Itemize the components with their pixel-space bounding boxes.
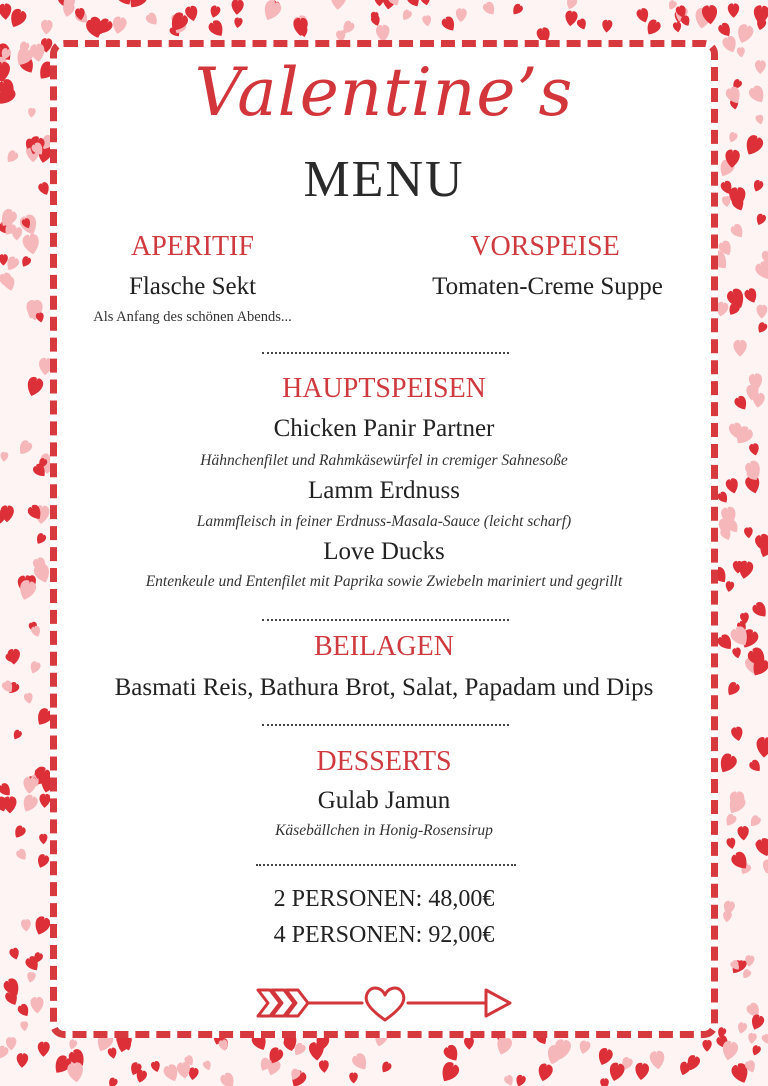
heart-confetti-icon [20, 255, 33, 269]
heart-confetti-icon [747, 1032, 757, 1044]
heart-confetti-icon [754, 837, 768, 859]
heart-confetti-icon [207, 18, 227, 39]
heart-confetti-icon [437, 1060, 461, 1086]
heart-confetti-icon [22, 233, 42, 256]
heart-confetti-icon [440, 15, 458, 34]
heart-confetti-icon [35, 853, 50, 870]
main-dish-name: Chicken Panir Partner [273, 415, 495, 442]
heart-confetti-icon [202, 1060, 213, 1072]
main-dish-name: Lamm Erdnuss [307, 477, 461, 504]
heart-confetti-icon [564, 10, 578, 27]
heart-confetti-icon [600, 1078, 609, 1086]
heart-confetti-icon [761, 1033, 768, 1045]
heart-confetti-icon [23, 692, 34, 705]
heart-confetti-icon [576, 18, 588, 32]
heart-confetti-icon [726, 837, 737, 850]
heart-confetti-icon [422, 15, 432, 27]
vorspeise-dish: Tomaten-Creme Suppe [432, 273, 663, 300]
heart-confetti-icon [442, 1043, 462, 1064]
heart-confetti-icon [730, 726, 744, 742]
price-two-persons: 2 PERSONEN: 48,00€ [273, 886, 495, 912]
price-four-persons: 4 PERSONEN: 92,00€ [273, 922, 495, 948]
vorspeise-heading: VORSPEISE [470, 231, 620, 262]
heart-confetti-icon [16, 1002, 31, 1018]
heart-confetti-icon [749, 1013, 766, 1032]
main-dish-description: Hähnchenfilet und Rahmkäsewürfel in cremiger Sahnesoße [200, 452, 568, 469]
heart-confetti-icon [150, 1060, 161, 1073]
heart-confetti-icon [564, 0, 578, 11]
heart-confetti-icon [672, 21, 682, 33]
heart-confetti-icon [743, 287, 760, 305]
heart-confetti-icon [400, 8, 413, 22]
cupid-arrow-heart-icon [250, 980, 520, 1026]
heart-confetti-icon [736, 1021, 748, 1034]
heart-confetti-icon [494, 1035, 513, 1057]
heart-confetti-icon [11, 729, 23, 742]
heart-confetti-icon [330, 0, 347, 10]
aperitif-heading: APERITIF [131, 231, 254, 262]
heart-confetti-icon [750, 600, 768, 620]
heart-confetti-icon [510, 2, 524, 17]
section-divider [262, 619, 509, 621]
heart-confetti-icon [30, 997, 44, 1014]
heart-confetti-icon [144, 11, 160, 28]
heart-confetti-icon [231, 0, 244, 15]
heart-confetti-icon [0, 254, 8, 265]
heart-confetti-icon [729, 222, 746, 240]
heart-confetti-icon [724, 581, 734, 593]
heart-confetti-icon [503, 1074, 515, 1086]
heart-confetti-icon [750, 1044, 761, 1057]
heart-confetti-icon [319, 1060, 330, 1073]
heart-confetti-icon [464, 1037, 475, 1050]
heart-confetti-icon [107, 1077, 119, 1086]
heart-confetti-icon [419, 0, 432, 6]
heart-confetti-icon [260, 0, 283, 23]
hauptspeisen-heading: HAUPTSPEISEN [282, 373, 486, 404]
beilagen-text: Basmati Reis, Bathura Brot, Salat, Papadam und Dips [114, 674, 654, 701]
heart-confetti-icon [536, 1062, 554, 1083]
heart-confetti-icon [405, 0, 422, 9]
heart-confetti-icon [724, 680, 741, 698]
heart-confetti-icon [754, 213, 767, 227]
heart-confetti-icon [735, 23, 755, 46]
heart-confetti-icon [374, 0, 384, 6]
heart-confetti-icon [26, 971, 36, 983]
heart-confetti-icon [756, 321, 768, 335]
heart-confetti-icon [737, 826, 749, 841]
heart-confetti-icon [702, 1040, 711, 1052]
heart-confetti-icon [481, 0, 497, 17]
heart-confetti-icon [37, 1041, 49, 1057]
heart-confetti-icon [349, 1072, 358, 1083]
heart-confetti-icon [514, 1074, 527, 1086]
menu-title: Valentine’s [194, 54, 574, 131]
dessert-description: Käsebällchen in Honig-Rosensirup [275, 822, 493, 839]
section-divider [256, 864, 516, 866]
heart-confetti-icon [601, 19, 612, 33]
section-divider [262, 724, 509, 726]
beilagen-heading: BEILAGEN [314, 631, 454, 662]
aperitif-dish: Flasche Sekt [128, 273, 257, 300]
heart-confetti-icon [748, 442, 760, 456]
heart-confetti-icon [728, 3, 740, 18]
heart-confetti-icon [753, 260, 768, 283]
heart-confetti-icon [0, 452, 9, 463]
heart-confetti-icon [649, 1050, 666, 1070]
heart-confetti-icon [219, 1071, 238, 1086]
heart-confetti-icon [111, 16, 128, 36]
heart-confetti-icon [12, 824, 27, 840]
heart-confetti-icon [208, 5, 221, 20]
heart-confetti-icon [67, 1039, 78, 1051]
section-divider [262, 352, 509, 354]
heart-confetti-icon [15, 847, 29, 862]
aperitif-note: Als Anfang des schönen Abends... [93, 309, 292, 325]
heart-confetti-icon [39, 834, 48, 845]
heart-confetti-icon [0, 3, 12, 20]
heart-confetti-icon [578, 1039, 592, 1055]
heart-confetti-icon [40, 20, 53, 35]
heart-confetti-icon [733, 340, 746, 357]
heart-confetti-icon [761, 859, 768, 875]
heart-confetti-icon [379, 1060, 393, 1074]
heart-confetti-icon [20, 1021, 28, 1031]
heart-confetti-icon [634, 1062, 650, 1081]
heart-confetti-icon [595, 1046, 614, 1067]
heart-confetti-icon [748, 814, 763, 829]
dessert-dish: Gulab Jamun [317, 787, 451, 814]
main-dish-description: Lammfleisch in feiner Erdnuss-Masala-Sauce (leicht scharf) [196, 513, 572, 530]
main-dish-description: Entenkeule und Entenfilet mit Paprika sowie Zwiebeln mariniert und gegrillt [145, 573, 623, 590]
heart-confetti-icon [455, 8, 467, 22]
heart-confetti-icon [107, 1047, 118, 1060]
heart-confetti-icon [233, 17, 243, 29]
heart-confetti-icon [16, 1053, 28, 1068]
heart-confetti-icon [635, 7, 651, 24]
main-dish-name: Love Ducks [323, 538, 445, 565]
desserts-heading: DESSERTS [316, 746, 452, 777]
heart-confetti-icon [350, 1051, 371, 1073]
heart-confetti-icon [756, 305, 767, 319]
menu-subtitle: MENU [303, 151, 465, 208]
